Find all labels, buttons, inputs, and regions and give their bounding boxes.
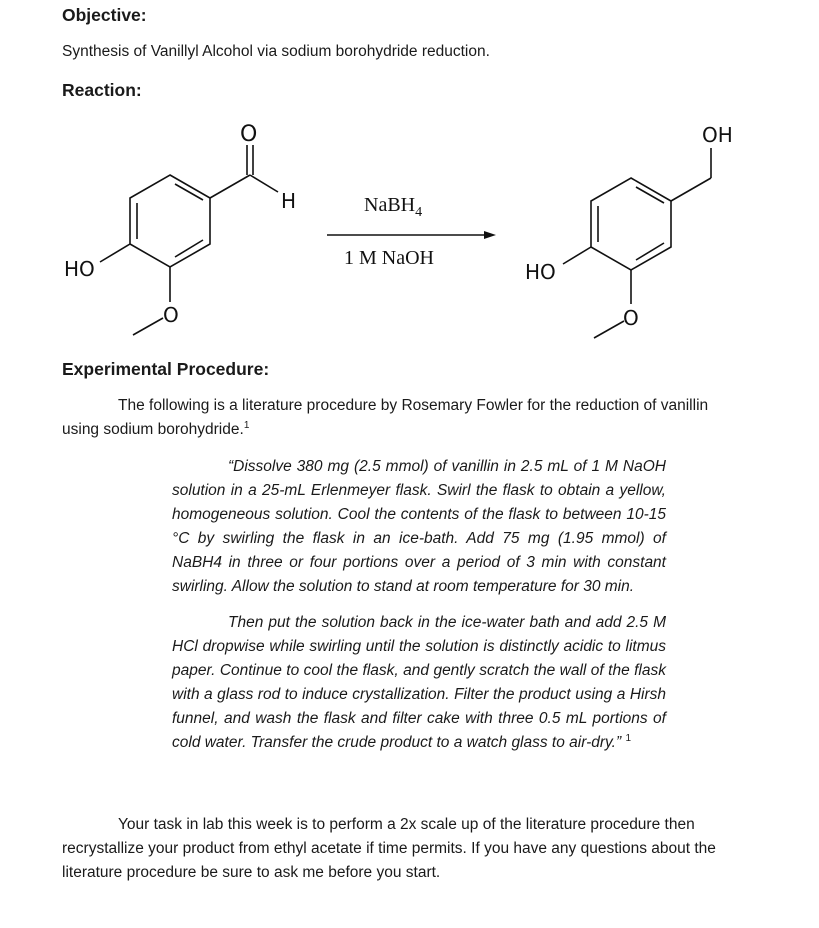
task-line2: recrystallize your product from ethyl acetate if time permits. If you have any questions about the	[62, 840, 716, 857]
objective-heading: Objective:	[62, 5, 147, 25]
reactant-methoxy-o: O	[163, 303, 179, 327]
quote-paragraph-1: “Dissolve 380 mg (2.5 mmol) of vanillin in 2.5 mL of 1 M NaOH solution in a 25-mL Erlenmeyer flask. Swirl the flask to obtain a yellow, homogeneous solution. Cool the contents of the flask to between 10-15 °C by swirling the flask in an ice-bath. Add 75 mg (1.95 mmol) of NaBH4 in three or four portions over a period of 3 min with constant swirling. Allow the solution to stand at room temperature for 30 min.	[172, 458, 666, 595]
reactant-aldehyde-h: H	[281, 189, 297, 213]
reactant-benzene-ring	[130, 175, 210, 267]
product-hydroxyl-top: OH	[702, 123, 733, 147]
task-line1: Your task in lab this week is to perform a 2x scale up of the literature procedure then	[118, 816, 695, 833]
reactant-hydroxyl: HO	[64, 257, 95, 281]
reaction-scheme	[0, 100, 819, 350]
reactant-hydroxyl-bond	[100, 244, 130, 262]
procedure-heading: Experimental Procedure:	[62, 359, 270, 379]
procedure-intro-line1: The following is a literature procedure by Rosemary Fowler for the reduction of vanillin	[118, 397, 709, 414]
reactant-aldehyde-bond	[210, 175, 250, 198]
product-methoxy-o: O	[623, 306, 639, 330]
reagent-top-main: NaBH	[364, 194, 416, 216]
quote-paragraph-2-wrap	[172, 611, 666, 755]
product-hydroxyl-bond	[563, 247, 591, 264]
procedure-intro-ref: 1	[243, 419, 250, 431]
quote-paragraph-2: Then put the solution back in the ice-water bath and add 2.5 M HCl dropwise while swirling until the solution is distinctly acidic to litmus paper. Continue to cool the flask, and gently scratch the wall of the flask with a glass rod to induce crystallization. Filter the product using a Hirsh funnel, and wash the flask and filter cake with three 0.5 mL portions of cold water. Transfer the crude product to a watch glass to air-dry.”	[172, 614, 666, 751]
reagent-top	[364, 194, 422, 220]
reactant-carbonyl-o: O	[240, 122, 258, 147]
vanillin-structure	[100, 145, 278, 335]
reagent-top-sub: 4	[415, 205, 423, 220]
literature-quote	[172, 455, 666, 755]
reagent-bottom: 1 M NaOH	[344, 247, 434, 269]
reaction-arrow-head	[484, 231, 496, 239]
quote-ref: 1	[625, 732, 631, 744]
product-benzene-ring	[591, 178, 671, 270]
product-hydroxyl: HO	[525, 260, 556, 284]
task-line3: literature procedure be sure to ask me before you start.	[62, 864, 441, 881]
procedure-intro-line2-wrap	[62, 418, 249, 442]
product-ch2-bond	[671, 178, 711, 201]
objective-text: Synthesis of Vanillyl Alcohol via sodium borohydride reduction.	[62, 43, 490, 60]
reaction-heading: Reaction:	[62, 80, 142, 100]
procedure-intro-line2: using sodium borohydride.	[62, 421, 244, 438]
